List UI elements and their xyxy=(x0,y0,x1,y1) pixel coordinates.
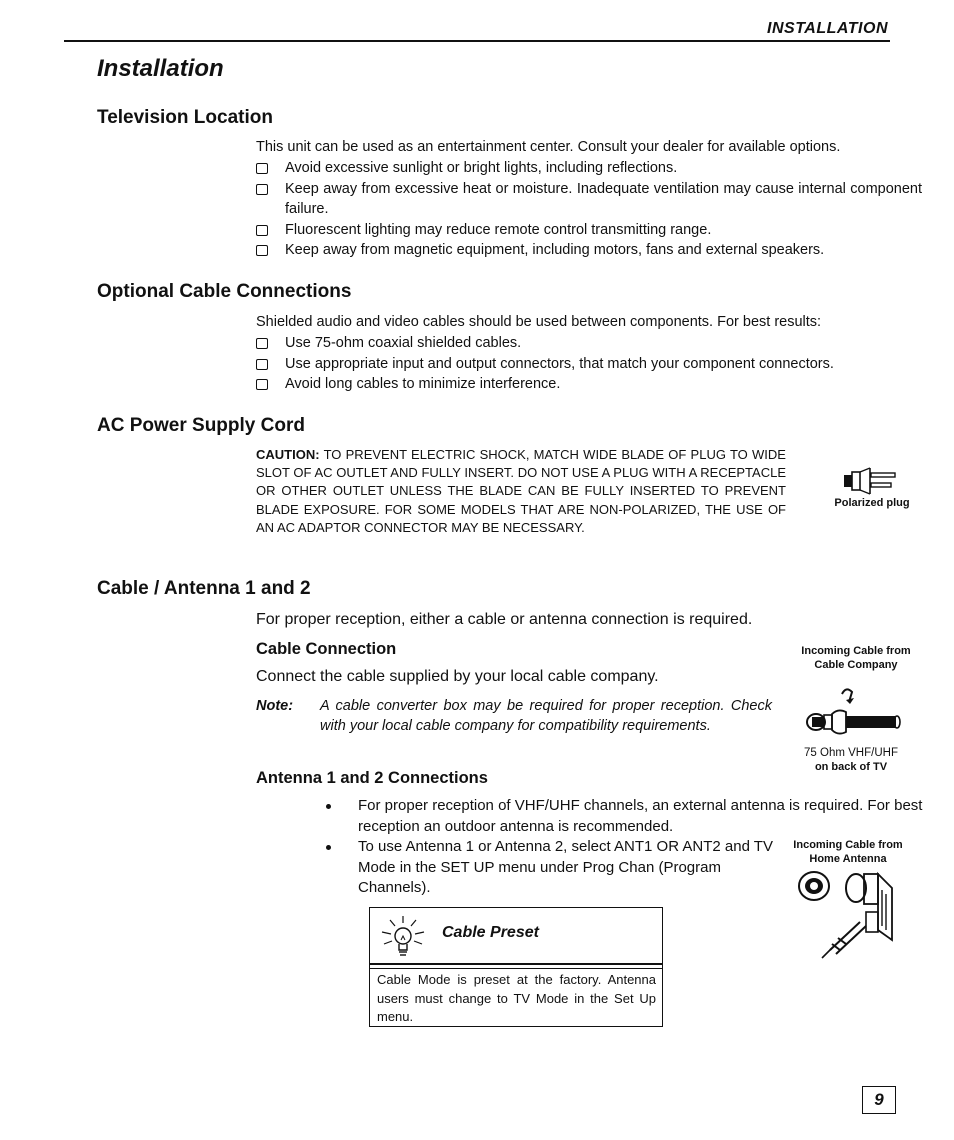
cable-figure-caption-top: Incoming Cable from Cable Company xyxy=(801,645,911,671)
tip-divider xyxy=(370,963,662,965)
checkbox-bullet-icon xyxy=(256,359,268,370)
tip-text: Cable Mode is preset at the factory. Antenna users must change to TV Mode in the Set Up menu. xyxy=(377,972,656,1024)
list-item: To use Antenna 1 or Antenna 2, select ANT1 OR ANT2 and TV Mode in the SET UP menu under Prog Chan (Program Channels). xyxy=(320,837,776,899)
list-item: Avoid long cables to minimize interference. xyxy=(254,374,922,395)
cable-connections-heading: Optional Cable Connections xyxy=(97,281,352,302)
header-rule xyxy=(64,40,890,42)
checkbox-bullet-icon xyxy=(256,245,268,256)
tv-location-list xyxy=(254,158,922,261)
caution-label: CAUTION: xyxy=(256,447,320,462)
list-item: Use appropriate input and output connectors, that match your component connectors. xyxy=(254,354,922,375)
cable-preset-tip xyxy=(369,907,663,1027)
bullet-dot-icon xyxy=(326,845,331,850)
tv-location-heading: Television Location xyxy=(97,107,273,128)
cable-connections-intro: Shielded audio and video cables should be used between components. For best results: xyxy=(256,314,822,330)
list-item: Fluorescent lighting may reduce remote control transmitting range. xyxy=(254,220,922,241)
tip-title: Cable Preset xyxy=(442,924,539,941)
cable-connection-heading: Cable Connection xyxy=(256,640,397,658)
checkbox-bullet-icon xyxy=(256,225,268,236)
checkbox-bullet-icon xyxy=(256,379,268,390)
power-cord-heading: AC Power Supply Cord xyxy=(97,415,305,436)
antenna-intro: For proper reception, either a cable or antenna connection is required. xyxy=(256,611,753,628)
caution-text xyxy=(256,446,786,537)
page-title: Installation xyxy=(97,55,224,82)
tip-divider xyxy=(370,968,662,969)
list-item: For proper reception of VHF/UHF channels, an external antenna is required. For best reception an outdoor antenna is recommended. xyxy=(320,796,924,837)
note-block xyxy=(256,696,772,736)
page-number: 9 xyxy=(862,1086,896,1114)
list-item: Use 75-ohm coaxial shielded cables. xyxy=(254,333,922,354)
checkbox-bullet-icon xyxy=(256,184,268,195)
checkbox-bullet-icon xyxy=(256,163,268,174)
antenna-connections-heading: Antenna 1 and 2 Connections xyxy=(256,769,488,787)
cable-connection-text: Connect the cable supplied by your local cable company. xyxy=(256,668,659,685)
list-item: Keep away from magnetic equipment, including motors, fans and external speakers. xyxy=(254,240,922,261)
list-item: Avoid excessive sunlight or bright lights, including reflections. xyxy=(254,158,922,179)
checkbox-bullet-icon xyxy=(256,338,268,349)
polarized-plug-icon xyxy=(840,466,902,496)
cable-connections-list xyxy=(254,333,922,395)
lightbulb-icon xyxy=(376,914,430,960)
note-text: A cable converter box may be required for proper reception. Check with your local cable company for compatibility requirements. xyxy=(320,698,772,734)
cable-figure-caption-bottom: 75 Ohm VHF/UHF on back of TV xyxy=(804,747,898,773)
antenna-figure-caption: Incoming Cable from Home Antenna xyxy=(793,839,903,865)
antenna-connector-icon xyxy=(796,866,900,962)
note-label: Note: xyxy=(256,698,294,714)
antenna-heading: Cable / Antenna 1 and 2 xyxy=(97,578,311,599)
polarized-plug-caption: Polarized plug xyxy=(834,497,910,509)
running-head: INSTALLATION xyxy=(767,20,888,37)
caution-body: TO PREVENT ELECTRIC SHOCK, MATCH WIDE BLADE OF PLUG TO WIDE SLOT OF AC OUTLET AND FULLY INSERT. DO NOT USE A PLUG WITH A RECEPTACLE OR OTHER OUTLET UNLESS THE BLADE CAN BE FULLY INSERTED TO PREVENT BLADE EXPOSURE. FOR SOME MODELS THAT ARE NON-POLARIZED, THE USE OF AN AC ADAPTOR CONNECTOR MAY BE NECESSARY. xyxy=(256,447,786,535)
bullet-dot-icon xyxy=(326,804,331,809)
coax-connector-icon xyxy=(802,686,906,740)
tv-location-intro: This unit can be used as an entertainment center. Consult your dealer for available options. xyxy=(256,139,841,155)
list-item: Keep away from excessive heat or moisture. Inadequate ventilation may cause internal component failure. xyxy=(254,179,922,220)
